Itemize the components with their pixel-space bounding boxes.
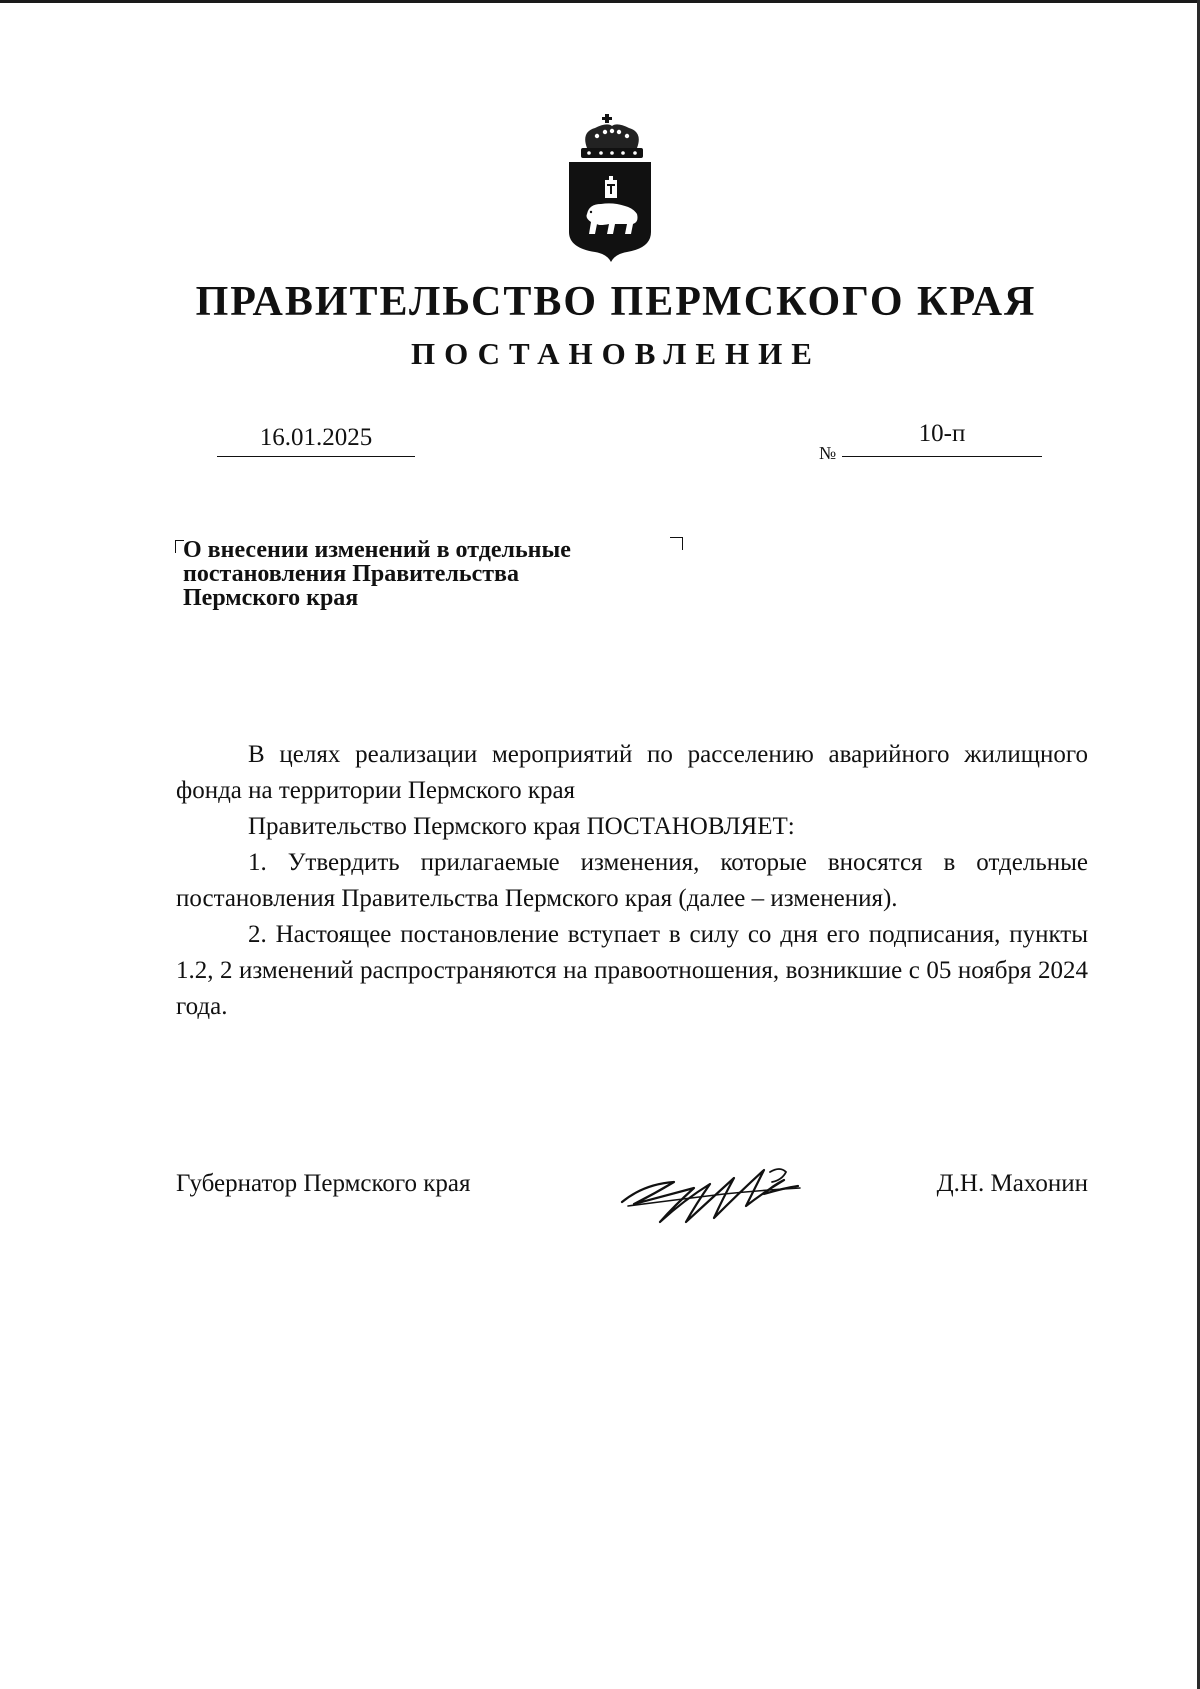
subject-line: постановления Правительства — [183, 561, 519, 587]
document-subject — [183, 538, 663, 610]
coat-of-arms-icon — [567, 114, 657, 262]
document-body — [176, 737, 1088, 1025]
document-date: 16.01.2025 — [217, 424, 415, 457]
bear-icon — [587, 203, 638, 234]
subject-corner-right — [670, 537, 683, 550]
signatory-name: Д.Н. Махонин — [936, 1170, 1088, 1197]
scan-edge-top — [0, 0, 1200, 3]
body-paragraph: Правительство Пермского края ПОСТАНОВЛЯЕТ: — [248, 813, 795, 840]
organization-title: ПРАВИТЕЛЬСТВО ПЕРМСКОГО КРАЯ — [195, 279, 1037, 325]
handwritten-signature-icon — [614, 1144, 804, 1234]
document-number: 10-п — [842, 420, 1042, 457]
body-paragraph: В целях реализации мероприятий по расселению аварийного жилищного фонда на территории Пермского края — [176, 741, 1088, 804]
crown-icon — [581, 114, 643, 158]
document-type: ПОСТАНОВЛЕНИЕ — [411, 336, 821, 371]
signature-block — [176, 1170, 1088, 1240]
body-paragraph: 1. Утвердить прилагаемые изменения, которые вносятся в отдельные постановления Правительства Пермского края (далее – изменения). — [176, 849, 1088, 912]
number-label: № — [819, 443, 837, 463]
body-paragraph: 2. Настоящее постановление вступает в силу со дня его подписания, пункты 1.2, 2 изменений распространяются на правоотношения, возникшие с 05 ноября 2024 года. — [176, 921, 1088, 1020]
subject-line: О внесении изменений в отдельные — [183, 537, 571, 563]
signatory-position: Губернатор Пермского края — [176, 1170, 471, 1197]
subject-line: Пермского края — [183, 585, 359, 611]
